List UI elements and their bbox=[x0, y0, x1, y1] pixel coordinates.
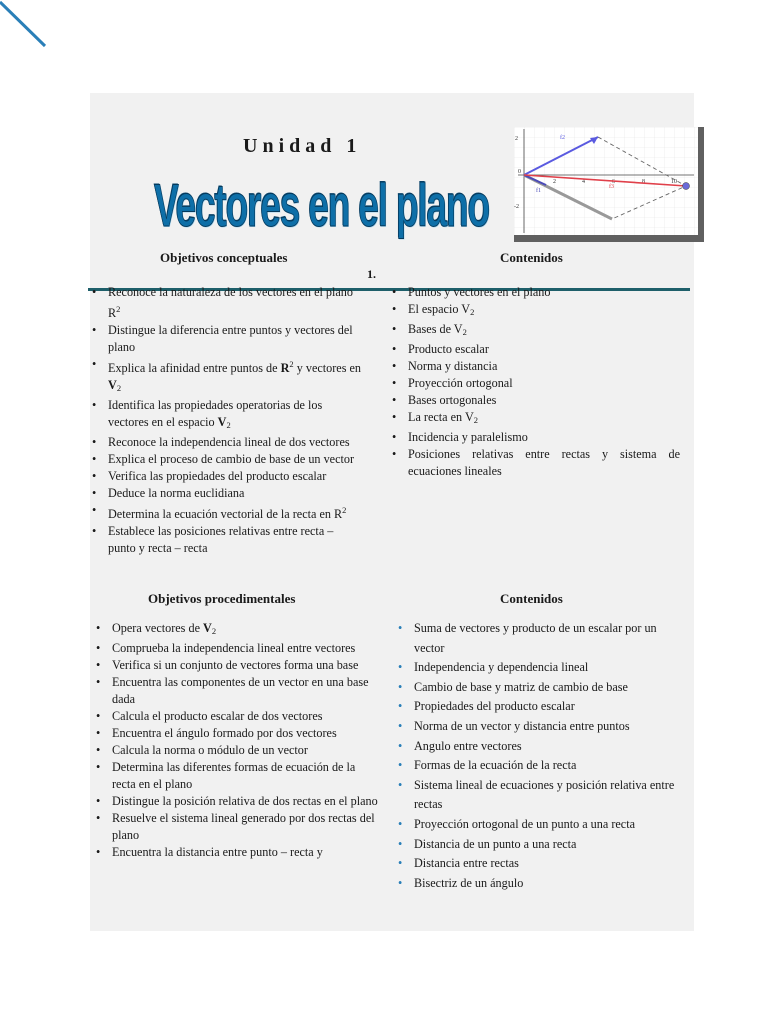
list-item: • Cambio de base y matriz de cambio de base bbox=[396, 678, 686, 698]
x-tick-label: 8 bbox=[642, 179, 645, 185]
list-item: • Opera vectores de $V_2$ bbox=[94, 620, 379, 640]
list-item: • Proyección ortogonal de un punto a una recta bbox=[396, 815, 686, 835]
list-item: • Identifica las propiedades operatorias de los vectores en el espacio $V_2$ bbox=[90, 397, 362, 434]
list-item: • Norma de un vector y distancia entre puntos bbox=[396, 717, 686, 737]
corner-decoration bbox=[0, 0, 60, 60]
list-item: • Encuentra las componentes de un vector en una base dada bbox=[94, 674, 379, 708]
conceptual-list bbox=[90, 284, 362, 557]
list-item: • Norma y distancia bbox=[390, 358, 680, 375]
procedural-heading: Objetivos procedimentales bbox=[148, 591, 296, 606]
list-item: • Explica el proceso de cambio de base de un vector bbox=[90, 451, 362, 468]
x-tick-label: 6 bbox=[612, 179, 615, 185]
y-tick-label: -2 bbox=[514, 204, 519, 210]
list-item: • Calcula la norma o módulo de un vector bbox=[94, 742, 379, 759]
list-item: • El espacio $V_2$ bbox=[390, 301, 680, 321]
list-item: • Encuentra el ángulo formado por dos vectores bbox=[94, 725, 379, 742]
vector-label-f3: f3 bbox=[609, 184, 614, 190]
list-item: • Proyección ortogonal bbox=[390, 375, 680, 392]
vector-label-f2: f2 bbox=[560, 135, 565, 141]
list-item: • Distingue la diferencia entre puntos y vectores del plano bbox=[90, 322, 362, 356]
list-item: • Distancia entre rectas bbox=[396, 854, 686, 874]
list-number: 1. bbox=[367, 267, 376, 281]
x-tick-label: 4 bbox=[582, 179, 585, 185]
list-item: • La recta en $V_2$ bbox=[390, 409, 680, 429]
conceptual-heading: Objetivos conceptuales bbox=[160, 250, 288, 265]
list-item: • Bisectriz de un ángulo bbox=[396, 874, 686, 894]
x-tick-label: 0 bbox=[518, 169, 521, 175]
list-item: • Establece las posiciones relativas entre recta – punto y recta – recta bbox=[90, 523, 362, 557]
list-item: • Sistema lineal de ecuaciones y posición relativa entre rectas bbox=[396, 776, 686, 815]
y-tick-label: 2 bbox=[515, 136, 518, 142]
list-item: • Bases ortogonales bbox=[390, 392, 680, 409]
list-item: • Propiedades del producto escalar bbox=[396, 697, 686, 717]
unit-title: Unidad 1 bbox=[243, 135, 362, 157]
contents-list bbox=[390, 284, 680, 480]
list-item: • Distancia de un punto a una recta bbox=[396, 835, 686, 855]
procedural-list bbox=[94, 620, 379, 861]
list-item: • Explica la afinidad entre puntos de $R^2$ y vectores en $V_2$ bbox=[90, 356, 362, 397]
list-item: • Deduce la norma euclidiana bbox=[90, 485, 362, 502]
document-page bbox=[90, 93, 694, 931]
list-item: • Reconoce la naturaleza de los vectores en el plano $R^2$ bbox=[90, 284, 362, 322]
contents-list-2 bbox=[396, 619, 686, 893]
list-item: • Posiciones relativas entre rectas y sistema de ecuaciones lineales bbox=[390, 446, 680, 480]
list-item: • Encuentra la distancia entre punto – recta y bbox=[94, 844, 379, 861]
x-tick-label: 2 bbox=[553, 179, 556, 185]
list-item: • Distingue la posición relativa de dos rectas en el plano bbox=[94, 793, 379, 810]
list-item: • Suma de vectores y producto de un escalar por un vector bbox=[396, 619, 686, 658]
x-tick-label: 10 bbox=[671, 179, 677, 185]
main-title: Vectores en el plano bbox=[154, 172, 489, 239]
list-item: • Comprueba la independencia lineal entre vectores bbox=[94, 640, 379, 657]
list-item: • Verifica si un conjunto de vectores forma una base bbox=[94, 657, 379, 674]
list-item: • Determina la ecuación vectorial de la recta en $R^2$ bbox=[90, 502, 362, 523]
list-item: • Reconoce la independencia lineal de dos vectores bbox=[90, 434, 362, 451]
list-item: • Calcula el producto escalar de dos vectores bbox=[94, 708, 379, 725]
contents-heading-2: Contenidos bbox=[500, 591, 563, 606]
list-item: • Resuelve el sistema lineal generado por dos rectas del plano bbox=[94, 810, 379, 844]
list-item: • Angulo entre vectores bbox=[396, 737, 686, 757]
list-item: • Puntos y vectores en el plano bbox=[390, 284, 680, 301]
list-item: • Determina las diferentes formas de ecuación de la recta en el plano bbox=[94, 759, 379, 793]
vector-graph bbox=[514, 127, 704, 242]
vector-endpoint bbox=[683, 183, 690, 190]
list-item: • Verifica las propiedades del producto escalar bbox=[90, 468, 362, 485]
list-item: • Incidencia y paralelismo bbox=[390, 429, 680, 446]
list-item: • Bases de $V_2$ bbox=[390, 321, 680, 341]
vector-label-f1: f1 bbox=[536, 188, 541, 194]
list-item: • Independencia y dependencia lineal bbox=[396, 658, 686, 678]
list-item: • Producto escalar bbox=[390, 341, 680, 358]
contents-heading: Contenidos bbox=[500, 250, 563, 265]
vector-graph-svg bbox=[514, 127, 698, 235]
list-item: • Formas de la ecuación de la recta bbox=[396, 756, 686, 776]
